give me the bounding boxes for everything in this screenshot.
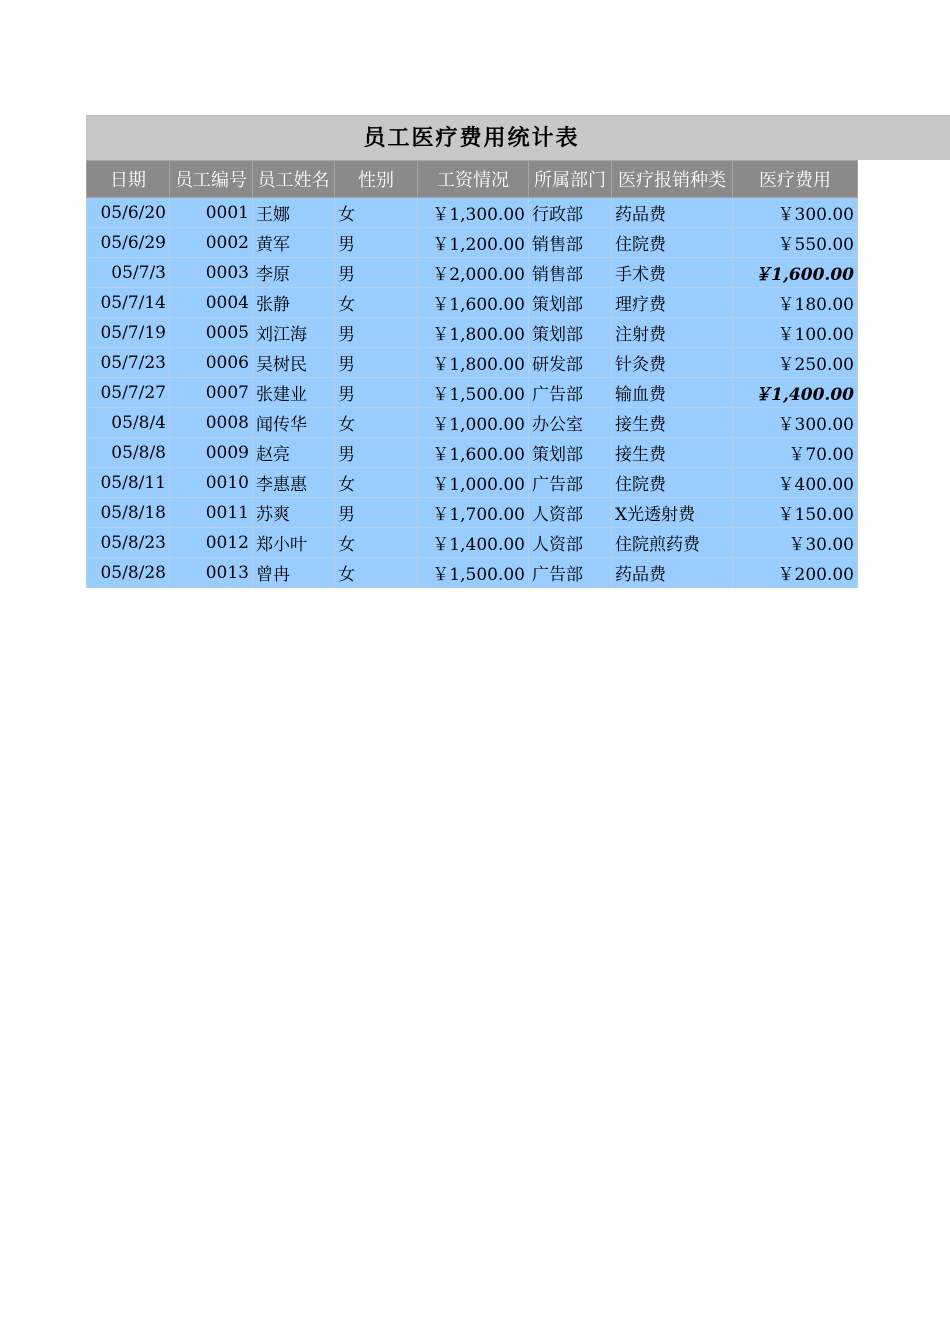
- cell-medical-cost[interactable]: ￥550.00: [733, 228, 858, 258]
- cell-gender[interactable]: 女: [335, 408, 418, 438]
- table-row: [87, 348, 858, 378]
- table-row: [87, 468, 858, 498]
- cell-gender[interactable]: 女: [335, 528, 418, 558]
- header-department[interactable]: 所属部门: [529, 161, 612, 198]
- cell-department[interactable]: 销售部: [529, 258, 612, 288]
- cell-gender[interactable]: 男: [335, 258, 418, 288]
- cell-employee-id[interactable]: 0004: [170, 288, 253, 318]
- cell-reimbursement-type[interactable]: 住院费: [612, 468, 733, 498]
- cell-employee-id[interactable]: 0001: [170, 198, 253, 228]
- cell-reimbursement-type[interactable]: 住院费: [612, 228, 733, 258]
- cell-medical-cost[interactable]: ￥300.00: [733, 198, 858, 228]
- cell-date[interactable]: 05/8/4: [87, 408, 170, 438]
- cell-date[interactable]: 05/8/11: [87, 468, 170, 498]
- cell-employee-name[interactable]: 刘江海: [253, 318, 335, 348]
- header-employee-name[interactable]: 员工姓名: [253, 161, 335, 198]
- cell-date[interactable]: 05/7/3: [87, 258, 170, 288]
- cell-employee-name[interactable]: 郑小叶: [253, 528, 335, 558]
- table-row: [87, 258, 858, 288]
- cell-employee-name[interactable]: 闻传华: [253, 408, 335, 438]
- sheet-title: 员工医疗费用统计表: [363, 126, 580, 151]
- cell-employee-name[interactable]: 李惠惠: [253, 468, 335, 498]
- cell-reimbursement-type[interactable]: 输血费: [612, 378, 733, 408]
- cell-reimbursement-type[interactable]: 药品费: [612, 558, 733, 588]
- cell-employee-name[interactable]: 黄军: [253, 228, 335, 258]
- cell-employee-name[interactable]: 赵亮: [253, 438, 335, 468]
- cell-gender[interactable]: 男: [335, 348, 418, 378]
- cell-medical-cost[interactable]: ￥30.00: [733, 528, 858, 558]
- cell-gender[interactable]: 男: [335, 498, 418, 528]
- cell-salary[interactable]: ￥1,800.00: [418, 348, 529, 378]
- cell-department[interactable]: 策划部: [529, 318, 612, 348]
- cell-gender[interactable]: 男: [335, 438, 418, 468]
- cell-reimbursement-type[interactable]: 针灸费: [612, 348, 733, 378]
- cell-employee-id[interactable]: 0009: [170, 438, 253, 468]
- header-row: [87, 161, 858, 198]
- header-reimbursement-type[interactable]: 医疗报销种类: [612, 161, 733, 198]
- cell-employee-id[interactable]: 0010: [170, 468, 253, 498]
- cell-department[interactable]: 广告部: [529, 468, 612, 498]
- cell-employee-name[interactable]: 王娜: [253, 198, 335, 228]
- cell-medical-cost[interactable]: ￥1,600.00: [733, 258, 858, 288]
- header-gender[interactable]: 性别: [335, 161, 418, 198]
- cell-gender[interactable]: 男: [335, 228, 418, 258]
- cell-reimbursement-type[interactable]: 手术费: [612, 258, 733, 288]
- cell-reimbursement-type[interactable]: 接生费: [612, 408, 733, 438]
- header-date[interactable]: 日期: [87, 161, 170, 198]
- cell-medical-cost[interactable]: ￥250.00: [733, 348, 858, 378]
- header-employee-id[interactable]: 员工编号: [170, 161, 253, 198]
- cell-gender[interactable]: 男: [335, 318, 418, 348]
- title-row: [0, 115, 950, 160]
- cell-department[interactable]: 销售部: [529, 228, 612, 258]
- cell-employee-id[interactable]: 0002: [170, 228, 253, 258]
- cell-medical-cost[interactable]: ￥300.00: [733, 408, 858, 438]
- cell-employee-id[interactable]: 0007: [170, 378, 253, 408]
- cell-employee-name[interactable]: 张建业: [253, 378, 335, 408]
- cell-reimbursement-type[interactable]: 药品费: [612, 198, 733, 228]
- table-row: [87, 228, 858, 258]
- cell-department[interactable]: 策划部: [529, 438, 612, 468]
- cell-employee-id[interactable]: 0005: [170, 318, 253, 348]
- cell-date[interactable]: 05/8/28: [87, 558, 170, 588]
- cell-department[interactable]: 策划部: [529, 288, 612, 318]
- cell-employee-id[interactable]: 0003: [170, 258, 253, 288]
- cell-employee-name[interactable]: 苏爽: [253, 498, 335, 528]
- cell-employee-name[interactable]: 曾冉: [253, 558, 335, 588]
- cell-salary[interactable]: ￥1,300.00: [418, 198, 529, 228]
- cell-department[interactable]: 办公室: [529, 408, 612, 438]
- cell-date[interactable]: 05/7/27: [87, 378, 170, 408]
- cell-employee-id[interactable]: 0011: [170, 498, 253, 528]
- cell-reimbursement-type[interactable]: 注射费: [612, 318, 733, 348]
- cell-date[interactable]: 05/7/19: [87, 318, 170, 348]
- cell-employee-id[interactable]: 0006: [170, 348, 253, 378]
- table-row: [87, 438, 858, 468]
- cell-gender[interactable]: 女: [335, 198, 418, 228]
- table-row: [87, 558, 858, 588]
- cell-department[interactable]: 研发部: [529, 348, 612, 378]
- cell-medical-cost[interactable]: ￥100.00: [733, 318, 858, 348]
- cell-medical-cost[interactable]: ￥400.00: [733, 468, 858, 498]
- cell-date[interactable]: 05/8/18: [87, 498, 170, 528]
- cell-salary[interactable]: ￥1,800.00: [418, 318, 529, 348]
- cell-employee-name[interactable]: 张静: [253, 288, 335, 318]
- cell-reimbursement-type[interactable]: 住院煎药费: [612, 528, 733, 558]
- cell-department[interactable]: 行政部: [529, 198, 612, 228]
- cell-department[interactable]: 人资部: [529, 498, 612, 528]
- cell-salary[interactable]: ￥1,700.00: [418, 498, 529, 528]
- cell-date[interactable]: 05/6/20: [87, 198, 170, 228]
- cell-salary[interactable]: ￥1,600.00: [418, 288, 529, 318]
- cell-salary[interactable]: ￥1,400.00: [418, 528, 529, 558]
- cell-reimbursement-type[interactable]: X光透射费: [612, 498, 733, 528]
- cell-department[interactable]: 广告部: [529, 558, 612, 588]
- medical-expense-table: [86, 160, 858, 588]
- cell-employee-name[interactable]: 李原: [253, 258, 335, 288]
- table-row: [87, 198, 858, 228]
- table-row: [87, 498, 858, 528]
- cell-salary[interactable]: ￥1,500.00: [418, 558, 529, 588]
- cell-department[interactable]: 广告部: [529, 378, 612, 408]
- table-row: [87, 318, 858, 348]
- header-medical-cost[interactable]: 医疗费用: [733, 161, 858, 198]
- cell-medical-cost[interactable]: ￥200.00: [733, 558, 858, 588]
- cell-gender[interactable]: 女: [335, 558, 418, 588]
- cell-employee-id[interactable]: 0013: [170, 558, 253, 588]
- cell-date[interactable]: 05/7/14: [87, 288, 170, 318]
- cell-salary[interactable]: ￥1,000.00: [418, 468, 529, 498]
- cell-medical-cost[interactable]: ￥180.00: [733, 288, 858, 318]
- cell-date[interactable]: 05/8/8: [87, 438, 170, 468]
- table-row: [87, 378, 858, 408]
- cell-employee-id[interactable]: 0008: [170, 408, 253, 438]
- cell-salary[interactable]: ￥1,600.00: [418, 438, 529, 468]
- cell-gender[interactable]: 女: [335, 468, 418, 498]
- cell-salary[interactable]: ￥1,500.00: [418, 378, 529, 408]
- cell-reimbursement-type[interactable]: 接生费: [612, 438, 733, 468]
- cell-medical-cost[interactable]: ￥1,400.00: [733, 378, 858, 408]
- cell-gender[interactable]: 男: [335, 378, 418, 408]
- cell-salary[interactable]: ￥1,200.00: [418, 228, 529, 258]
- cell-reimbursement-type[interactable]: 理疗费: [612, 288, 733, 318]
- cell-date[interactable]: 05/8/23: [87, 528, 170, 558]
- cell-salary[interactable]: ￥1,000.00: [418, 408, 529, 438]
- cell-salary[interactable]: ￥2,000.00: [418, 258, 529, 288]
- cell-employee-id[interactable]: 0012: [170, 528, 253, 558]
- cell-employee-name[interactable]: 吴树民: [253, 348, 335, 378]
- cell-date[interactable]: 05/7/23: [87, 348, 170, 378]
- table-row: [87, 288, 858, 318]
- cell-medical-cost[interactable]: ￥70.00: [733, 438, 858, 468]
- cell-department[interactable]: 人资部: [529, 528, 612, 558]
- cell-gender[interactable]: 女: [335, 288, 418, 318]
- cell-date[interactable]: 05/6/29: [87, 228, 170, 258]
- cell-medical-cost[interactable]: ￥150.00: [733, 498, 858, 528]
- table-row: [87, 408, 858, 438]
- table-body: [87, 198, 858, 588]
- header-salary[interactable]: 工资情况: [418, 161, 529, 198]
- table-row: [87, 528, 858, 558]
